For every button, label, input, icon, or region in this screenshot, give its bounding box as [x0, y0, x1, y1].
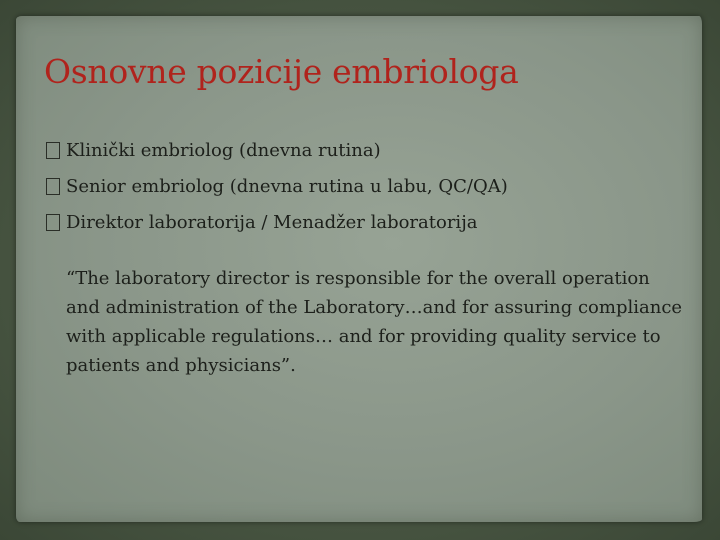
bullet-text: Direktor laboratorija / Menadžer laboratorija	[66, 211, 478, 233]
square-bullet-icon	[46, 214, 60, 231]
bullet-list	[46, 132, 508, 240]
bullet-item-clinical-embryologist	[46, 132, 508, 168]
slide-title: Osnovne pozicije embriologa	[44, 52, 519, 91]
director-quote: “The laboratory director is responsible for the overall operation and administration of the Laboratory…and for assuring compliance with applicable regulations… and for providing quality service to patients and physicians”.	[66, 268, 683, 376]
bullet-item-senior-embryologist	[46, 168, 508, 204]
square-bullet-icon	[46, 178, 60, 195]
bullet-item-lab-director	[46, 204, 508, 240]
square-bullet-icon	[46, 142, 60, 159]
bullet-text: Klinički embriolog (dnevna rutina)	[66, 139, 381, 161]
bullet-text: Senior embriolog (dnevna rutina u labu, QC/QA)	[66, 175, 508, 197]
